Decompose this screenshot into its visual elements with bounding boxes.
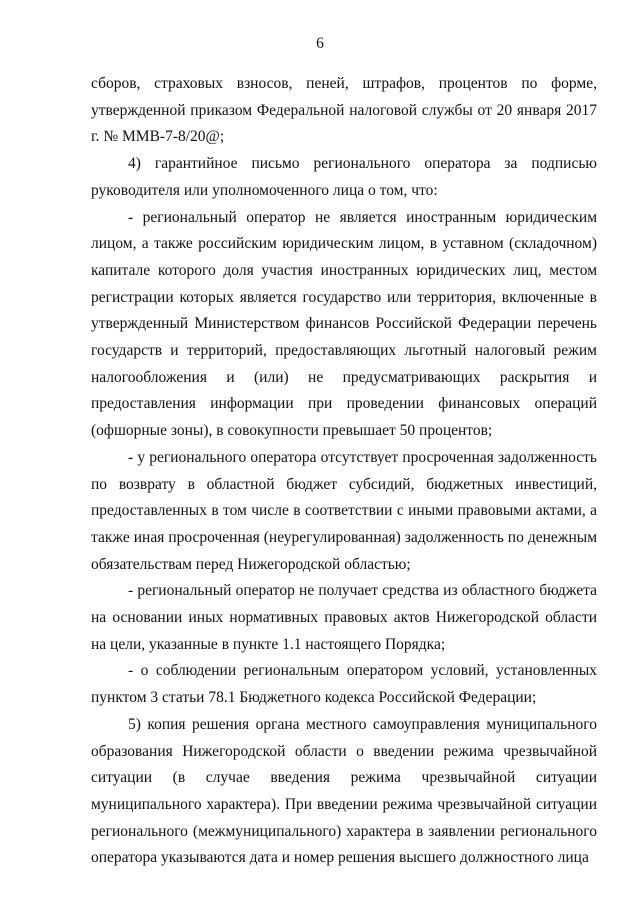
paragraph-guarantee-letter: 4) гарантийное письмо регионального оператора за подписью руководителя или уполномоченного лица о том, что: <box>91 155 597 199</box>
paragraph-compliance-conditions: - о соблюдении региональным оператором условий, установленных пунктом 3 статьи 78.1 Бюджетного кодекса Российской Федерации; <box>91 662 597 707</box>
paragraph-no-overdue-debt: - у регионального оператора отсутствует просроченная задолженность по возврату в областной бюджет субсидий, бюджетных инвестиций, предоставленных в том числе в соответствии с иными правовыми актами, а также иная просроченная (неурегулированная) задолженность по денежным обязательствам перед Нижегородской областью; <box>91 448 597 573</box>
document-body <box>91 71 597 872</box>
page-number: 6 <box>316 35 324 52</box>
paragraph-not-foreign-entity: - региональный оператор не является иностранным юридическим лицом, а также российским юридическим лицом, в уставном (складочном) капитале которого доля участия иностранных юридических лиц, местом регистрации которых является государство или территория, включенные в утвержденный Министерством финансов Российской Федерации перечень государств и территорий, предоставляющих льготный налоговый режим налогообложения и (или) не предусматривающих раскрытия и предоставления информации при проведении финансовых операций (офшорные зоны), в совокупности превышает 50 процентов; <box>91 208 597 440</box>
paragraph-fee-form-continuation: сборов, страховых взносов, пеней, штрафов, процентов по форме, утвержденной приказом Федеральной налоговой службы от 20 января 2017 г. № ММВ-7-8/20@; <box>91 75 597 146</box>
paragraph-no-other-funding: - региональный оператор не получает средства из областного бюджета на основании иных нормативных правовых актов Нижегородской области на цели, указанные в пункте 1.1 настоящего Порядка; <box>91 582 597 653</box>
paragraph-emergency-decision-copy: 5) копия решения органа местного самоуправления муниципального образования Нижегородской области о введении режима чрезвычайной ситуации (в случае введения режима чрезвычайной ситуации муниципального характера). При введении режима чрезвычайной ситуации регионального (межмуниципального) характера в заявлении регионального оператора указываются дата и номер решения высшего должностного лица <box>91 715 597 867</box>
